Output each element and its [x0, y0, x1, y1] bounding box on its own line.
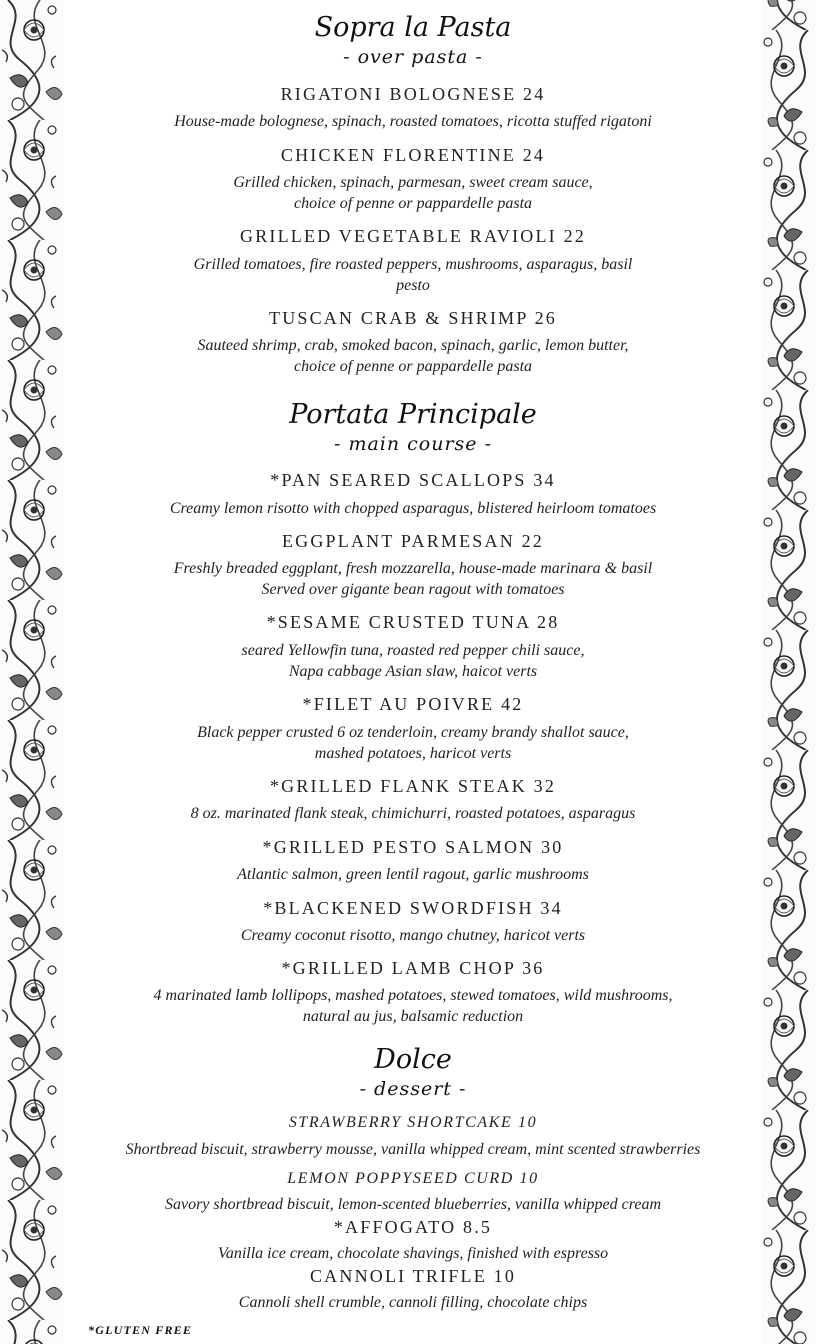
menu-item-description: Grilled chicken, spinach, parmesan, sweet cream sauce,: [233, 174, 593, 191]
section-subtitle-main: - main course -: [333, 433, 492, 455]
menu-item-description: seared Yellowfin tuna, roasted red pepper chili sauce,: [241, 642, 585, 659]
section-title-pasta: Sopra la Pasta: [314, 12, 512, 43]
menu-item-name: *PAN SEARED SCALLOPS 34: [270, 470, 556, 490]
menu-item-description: 4 marinated lamb lollipops, mashed potatoes, stewed tomatoes, wild mushrooms,: [153, 987, 673, 1004]
menu-item-description: Savory shortbread biscuit, lemon-scented blueberries, vanilla whipped cream: [164, 1196, 662, 1213]
menu-item-description: Served over gigante bean ragout with tomatoes: [261, 581, 565, 598]
decorative-border-right: [762, 0, 816, 1344]
menu-item-name: GRILLED VEGETABLE RAVIOLI 22: [240, 226, 586, 246]
section-subtitle-pasta: - over pasta -: [343, 46, 483, 68]
menu-item-name: STRAWBERRY SHORTCAKE 10: [288, 1114, 538, 1131]
menu-item-name: *BLACKENED SWORDFISH 34: [263, 898, 563, 918]
menu-item-name: EGGPLANT PARMESAN 22: [281, 531, 545, 551]
menu-content: [64, 0, 762, 1344]
menu-item-description: Sauteed shrimp, crab, smoked bacon, spinach, garlic, lemon butter,: [197, 337, 629, 354]
menu-item-name: *FILET AU POIVRE 42: [302, 694, 524, 714]
menu-item-description: natural au jus, balsamic reduction: [302, 1008, 524, 1025]
menu-item-description: 8 oz. marinated flank steak, chimichurri, roasted potatoes, asparagus: [190, 805, 636, 822]
menu-item-name: *AFFOGATO 8.5: [333, 1217, 493, 1237]
menu-item-description: pesto: [396, 277, 430, 294]
section-title-dessert: Dolce: [374, 1044, 452, 1075]
menu-item-name: *SESAME CRUSTED TUNA 28: [266, 612, 560, 632]
menu-item-description: choice of penne or pappardelle pasta: [293, 358, 533, 375]
menu-item-name: *GRILLED PESTO SALMON 30: [262, 837, 564, 857]
menu-item-name: RIGATONI BOLOGNESE 24: [280, 84, 546, 104]
menu-item-description: mashed potatoes, haricot verts: [314, 745, 512, 762]
menu-item-description: Creamy lemon risotto with chopped asparagus, blistered heirloom tomatoes: [169, 500, 657, 517]
menu-item-description: Cannoli shell crumble, cannoli filling, chocolate chips: [238, 1294, 588, 1311]
menu-item-description: Grilled tomatoes, fire roasted peppers, mushrooms, asparagus, basil: [193, 256, 633, 273]
menu-item-description: Shortbread biscuit, strawberry mousse, vanilla whipped cream, mint scented strawberries: [125, 1141, 701, 1158]
menu-item-description: Atlantic salmon, green lentil ragout, garlic mushrooms: [237, 866, 589, 883]
menu-item-name: *GRILLED LAMB CHOP 36: [281, 958, 545, 978]
menu-item-name: TUSCAN CRAB & SHRIMP 26: [269, 308, 557, 328]
menu-item-name: LEMON POPPYSEED CURD 10: [287, 1170, 539, 1187]
menu-item-description: Vanilla ice cream, chocolate shavings, finished with espresso: [217, 1245, 609, 1262]
menu-item-description: choice of penne or pappardelle pasta: [293, 195, 533, 212]
menu-item-name: CHICKEN FLORENTINE 24: [280, 145, 546, 165]
menu-item-name: *GRILLED FLANK STEAK 32: [269, 776, 557, 796]
gluten-free-footnote: *GLUTEN FREE: [88, 1323, 193, 1337]
menu-item-description: House-made bolognese, spinach, roasted tomatoes, ricotta stuffed rigatoni: [174, 113, 652, 130]
section-subtitle-dessert: - dessert -: [359, 1078, 467, 1100]
menu-item-description: Napa cabbage Asian slaw, haicot verts: [288, 663, 538, 680]
decorative-border-left: [0, 0, 64, 1344]
section-title-main: Portata Principale: [289, 399, 537, 430]
menu-item-description: Creamy coconut risotto, mango chutney, haricot verts: [240, 927, 586, 944]
menu-item-name: CANNOLI TRIFLE 10: [309, 1266, 517, 1286]
menu-item-description: Freshly breaded eggplant, fresh mozzarella, house-made marinara & basil: [173, 560, 653, 577]
menu-item-description: Black pepper crusted 6 oz tenderloin, creamy brandy shallot sauce,: [197, 724, 629, 741]
